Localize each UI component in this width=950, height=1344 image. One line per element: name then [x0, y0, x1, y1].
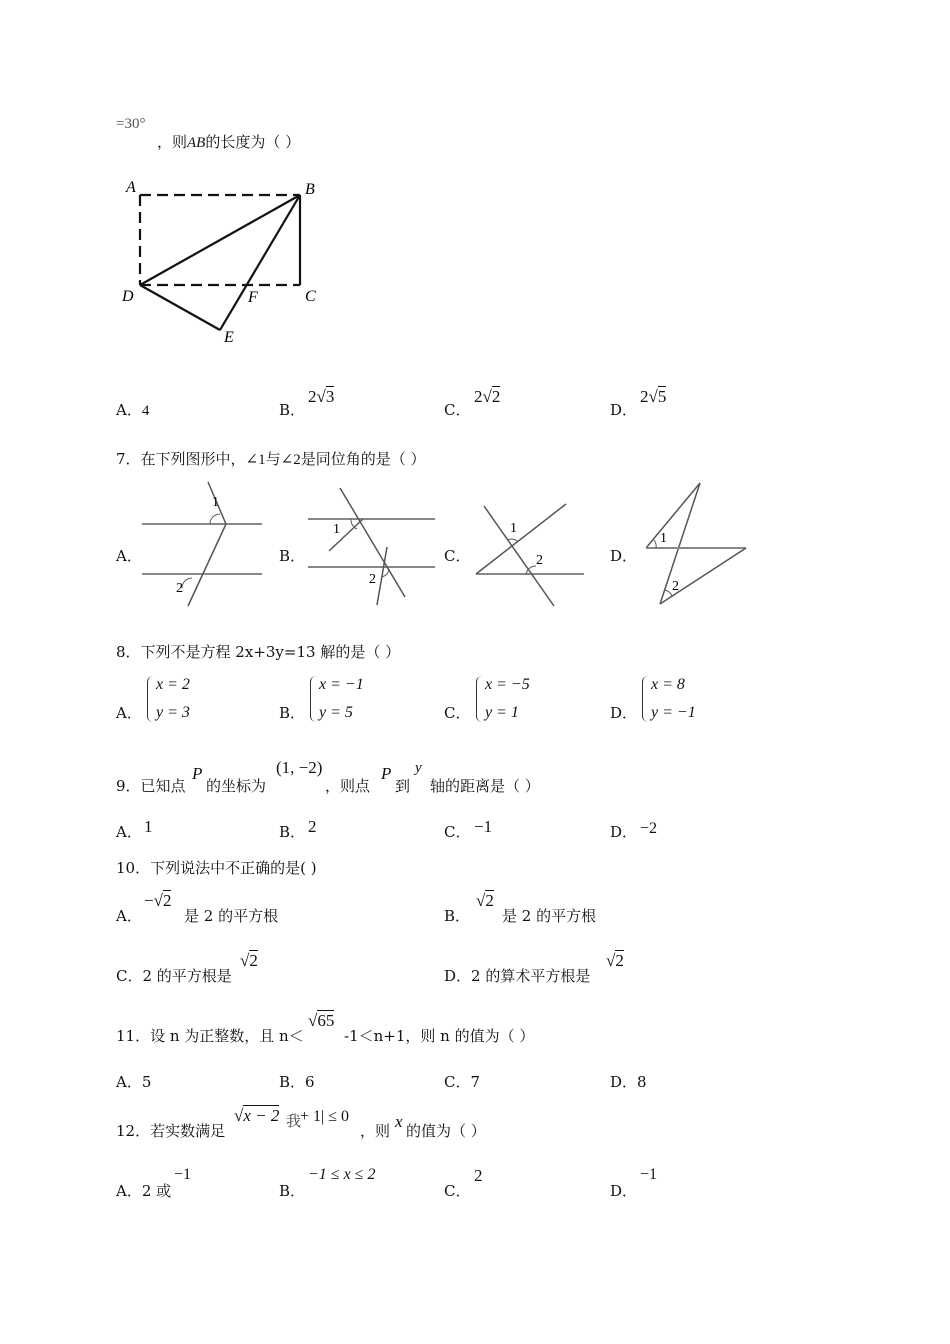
q11-option-c[interactable]: C．7 [444, 1073, 481, 1091]
q8-d-eq2: y = −1 [651, 704, 696, 721]
q9-stem-d: 到 [395, 777, 411, 795]
radicand: 2 [615, 951, 624, 970]
option-label: C． [444, 823, 471, 841]
radicand: 2 [491, 387, 501, 406]
q6-stem-b: 的长度为（ ） [205, 133, 301, 151]
brace [310, 676, 316, 722]
q7-stem-a: 7．在下列图形中， [116, 450, 246, 468]
q7-option-b[interactable]: B． [279, 547, 306, 565]
q8-a-eq2: y = 3 [156, 704, 190, 721]
radicand: 5 [657, 387, 667, 406]
q10-option-a[interactable]: A． [116, 907, 142, 925]
q9-c-value: −1 [474, 817, 493, 836]
y-axis-symbol: y [415, 760, 422, 776]
q10-b-math [476, 891, 494, 911]
sqrt-sign: √ [234, 1106, 244, 1125]
q9-a-value: 1 [144, 817, 153, 836]
radicand: 2 [249, 951, 258, 970]
q9-d-value: −2 [640, 820, 658, 837]
fig-b-angle-2: 2 [369, 572, 376, 587]
q6-option-d-value [640, 387, 666, 407]
option-label: B． [279, 823, 306, 841]
q12-a-value: −1 [174, 1166, 192, 1183]
q6-stem-a: ，则 [157, 133, 188, 151]
q7-option-a[interactable]: A． [116, 547, 142, 565]
radicand: 2 [162, 891, 172, 910]
q6-option-c-value [474, 387, 500, 407]
q10-d-math [606, 951, 624, 971]
radicand: 65 [317, 1011, 335, 1030]
fig-d-angle-1: 1 [660, 531, 667, 546]
sqrt-sign: √ [316, 387, 326, 406]
q8-b-eq1: x = −1 [319, 676, 364, 693]
q6-option-b[interactable] [279, 399, 305, 420]
q8-option-a[interactable]: A． [116, 704, 142, 722]
q7-option-d[interactable]: D． [610, 547, 638, 565]
q12-c-value: 2 [474, 1166, 483, 1185]
q10-option-c[interactable]: C．2 的平方根是 [116, 967, 232, 985]
option-label: B． [279, 401, 306, 419]
q9-option-c[interactable] [444, 821, 470, 842]
fig-a-angle-2: 2 [176, 581, 183, 596]
q12-stem-b: ，则 [360, 1122, 391, 1140]
angle-2: ∠2 [280, 452, 301, 468]
q9-option-b[interactable] [279, 821, 305, 842]
q8-option-d[interactable]: D． [610, 704, 638, 722]
option-label: D． [610, 401, 638, 419]
sqrt-sign: √ [482, 387, 492, 406]
q7-figure-c [474, 502, 589, 610]
angle-1: ∠1 [245, 452, 266, 468]
q10-a-text: 是 2 的平方根 [184, 907, 279, 925]
q12-option-b[interactable]: B． [279, 1182, 306, 1200]
fig-a-angle-1: 1 [212, 495, 219, 510]
fig-c-angle-1: 1 [510, 521, 517, 536]
q10-b-text: 是 2 的平方根 [502, 907, 597, 925]
q8-d-eq1: x = 8 [651, 676, 685, 693]
label-d: D [122, 288, 134, 305]
q12-stem-c: 的值为（ ） [406, 1122, 486, 1140]
sqrt-sign: √ [308, 1011, 318, 1030]
option-label: A． [116, 401, 142, 419]
q6-option-c[interactable] [444, 399, 470, 420]
angle-condition: =30° [116, 116, 146, 132]
brace [642, 676, 648, 722]
q10-a-math [144, 891, 171, 911]
q11-stem-b: -1＜n+1，则 n 的值为（ ） [344, 1027, 535, 1045]
sqrt-sign: √ [476, 891, 486, 910]
q6-option-d[interactable] [610, 399, 637, 420]
q7-figure-d [640, 480, 752, 608]
q6-option-a[interactable] [116, 399, 149, 420]
q6-figure [110, 170, 340, 350]
q11-option-b[interactable]: B．6 [279, 1073, 315, 1091]
q8-c-eq1: x = −5 [485, 676, 530, 693]
option-label: C． [444, 401, 471, 419]
q12-option-c[interactable]: C． [444, 1182, 471, 1200]
fig-d-angle-2: 2 [672, 579, 679, 594]
fig-c-angle-2: 2 [536, 553, 543, 568]
label-f: F [248, 289, 258, 306]
q11-option-d[interactable]: D．8 [610, 1073, 647, 1091]
q8-c-eq2: y = 1 [485, 704, 519, 721]
brace [147, 676, 153, 722]
sqrt-sign: √ [153, 891, 163, 910]
q10-option-b[interactable]: B． [444, 907, 471, 925]
q10-c-math [240, 951, 258, 971]
q9-stem-a: 9．已知点 [116, 777, 186, 795]
option-value: 4 [141, 403, 150, 419]
radicand: 3 [325, 387, 335, 406]
sqrt-sign: √ [240, 951, 250, 970]
option-label: A． [116, 823, 142, 841]
point-p: P [192, 764, 203, 783]
q7-mid: 与 [265, 450, 281, 468]
q9-stem-e: 轴的距离是（ ） [430, 777, 540, 795]
minus-sign: − [144, 891, 154, 910]
label-c: C [305, 288, 316, 305]
q12-sqrt [234, 1106, 279, 1126]
radicand: x − 2 [243, 1106, 280, 1125]
q11-stem-a: 11．设 n 为正整数，且 n＜ [116, 1027, 304, 1045]
q12-d-value: −1 [640, 1166, 658, 1183]
coef: 2 [474, 387, 483, 406]
q6-stem [157, 131, 300, 152]
q9-b-value: 2 [308, 817, 317, 836]
q11-option-a[interactable]: A．5 [116, 1073, 152, 1091]
q9-option-d[interactable] [610, 821, 637, 842]
fig-b-angle-1: 1 [333, 522, 340, 537]
q9-option-a[interactable] [116, 821, 142, 842]
var-x: x [395, 1112, 403, 1131]
label-b: B [305, 181, 315, 198]
q6-option-b-value [308, 387, 334, 407]
q7-figure-a [138, 480, 268, 610]
option-label: D． [610, 823, 638, 841]
q9-coordinate: (1, −2) [276, 758, 323, 777]
q12-option-a[interactable]: A．2 或 [116, 1182, 172, 1200]
q12-option-d[interactable]: D． [610, 1182, 638, 1200]
q8-option-c[interactable]: C． [444, 704, 471, 722]
coef: 2 [640, 387, 649, 406]
sqrt-sign: √ [648, 387, 658, 406]
label-a: A [126, 179, 136, 196]
q7-stem-b: 是同位角的是（ ） [300, 450, 426, 468]
q12-stem-a: 12．若实数满足 [116, 1122, 226, 1140]
q11-sqrt [308, 1011, 334, 1031]
q12-b-value: −1 ≤ x ≤ 2 [308, 1166, 376, 1183]
q10-option-d[interactable]: D．2 的算术平方根是 [444, 967, 591, 985]
brace [476, 676, 482, 722]
segment-ab: AB [187, 135, 206, 151]
q8-a-eq1: x = 2 [156, 676, 190, 693]
q7-figure-b [305, 485, 440, 610]
coef: 2 [308, 387, 317, 406]
q8-b-eq2: y = 5 [319, 704, 353, 721]
q8-option-b[interactable]: B． [279, 704, 306, 722]
radicand: 2 [485, 891, 494, 910]
q9-stem-c: ，则点 [325, 777, 371, 795]
q12-abs-expr: + 1| ≤ 0 [300, 1108, 350, 1125]
q10-stem: 10．下列说法中不正确的是( ) [116, 859, 317, 877]
label-e: E [224, 329, 234, 346]
q8-stem: 8．下列不是方程 2x+3y=13 解的是（ ） [116, 643, 401, 661]
q7-option-c[interactable]: C． [444, 547, 471, 565]
sqrt-sign: √ [606, 951, 616, 970]
q9-stem-b: 的坐标为 [206, 777, 267, 795]
q12-overlap-glyph: 我 [286, 1112, 302, 1130]
q7-stem [116, 448, 426, 469]
point-p-2: P [381, 764, 392, 783]
